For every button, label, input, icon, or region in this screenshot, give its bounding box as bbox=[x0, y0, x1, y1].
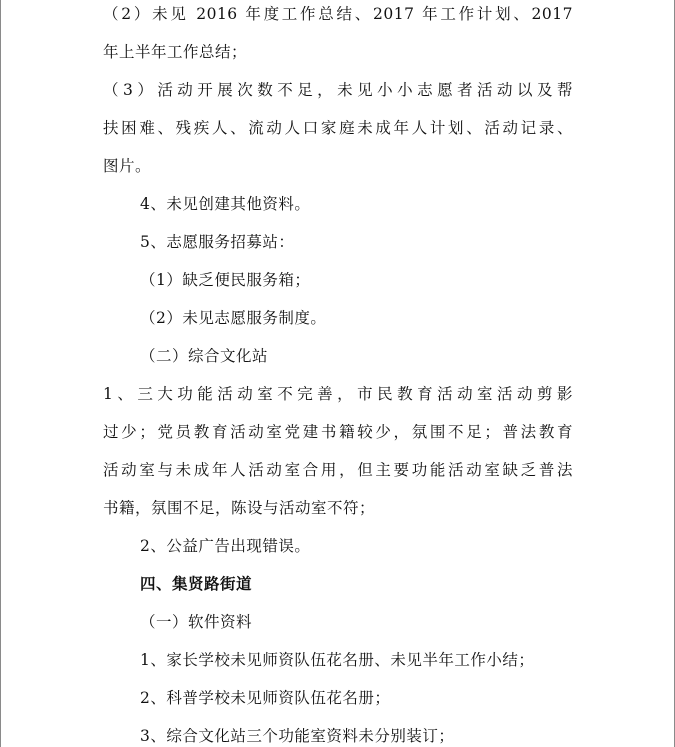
text-line: （1）缺乏便民服务箱； bbox=[140, 271, 311, 289]
text-line: 2、科普学校未见师资队伍花名册； bbox=[140, 689, 391, 707]
text-line: 5、志愿服务招募站： bbox=[140, 233, 295, 251]
text-line: 3、综合文化站三个功能室资料未分别装订； bbox=[140, 727, 455, 745]
text-line: 扶困难、残疾人、流动人口家庭未成年人计划、活动记录、 bbox=[103, 119, 573, 137]
chapter-heading: 四、集贤路街道 bbox=[140, 574, 253, 593]
text-line: （3）活动开展次数不足，未见小小志愿者活动以及帮 bbox=[103, 81, 573, 99]
text-line: 2、公益广告出现错误。 bbox=[140, 537, 311, 555]
text-line: 图片。 bbox=[103, 157, 152, 175]
text-line: 1、三大功能活动室不完善，市民教育活动室活动剪影 bbox=[103, 385, 573, 403]
page-border-left bbox=[0, 0, 1, 747]
text-line: 过少；党员教育活动室党建书籍较少，氛围不足；普法教育 bbox=[103, 423, 573, 441]
text-line: 4、未见创建其他资料。 bbox=[140, 195, 311, 213]
text-line: 1、家长学校未见师资队伍花名册、未见半年工作小结； bbox=[140, 651, 535, 669]
section-heading: （一）软件资料 bbox=[140, 613, 253, 631]
text-line: 年上半年工作总结； bbox=[103, 43, 248, 61]
text-line: 书籍，氛围不足，陈设与活动室不符； bbox=[103, 499, 376, 517]
section-heading: （二）综合文化站 bbox=[140, 347, 269, 365]
text-line: 活动室与未成年人活动室合用，但主要功能活动室缺乏普法 bbox=[103, 461, 573, 479]
text-line: （2）未见 2016 年度工作总结、2017 年工作计划、2017 bbox=[103, 5, 573, 23]
text-line: （2）未见志愿服务制度。 bbox=[140, 309, 327, 327]
